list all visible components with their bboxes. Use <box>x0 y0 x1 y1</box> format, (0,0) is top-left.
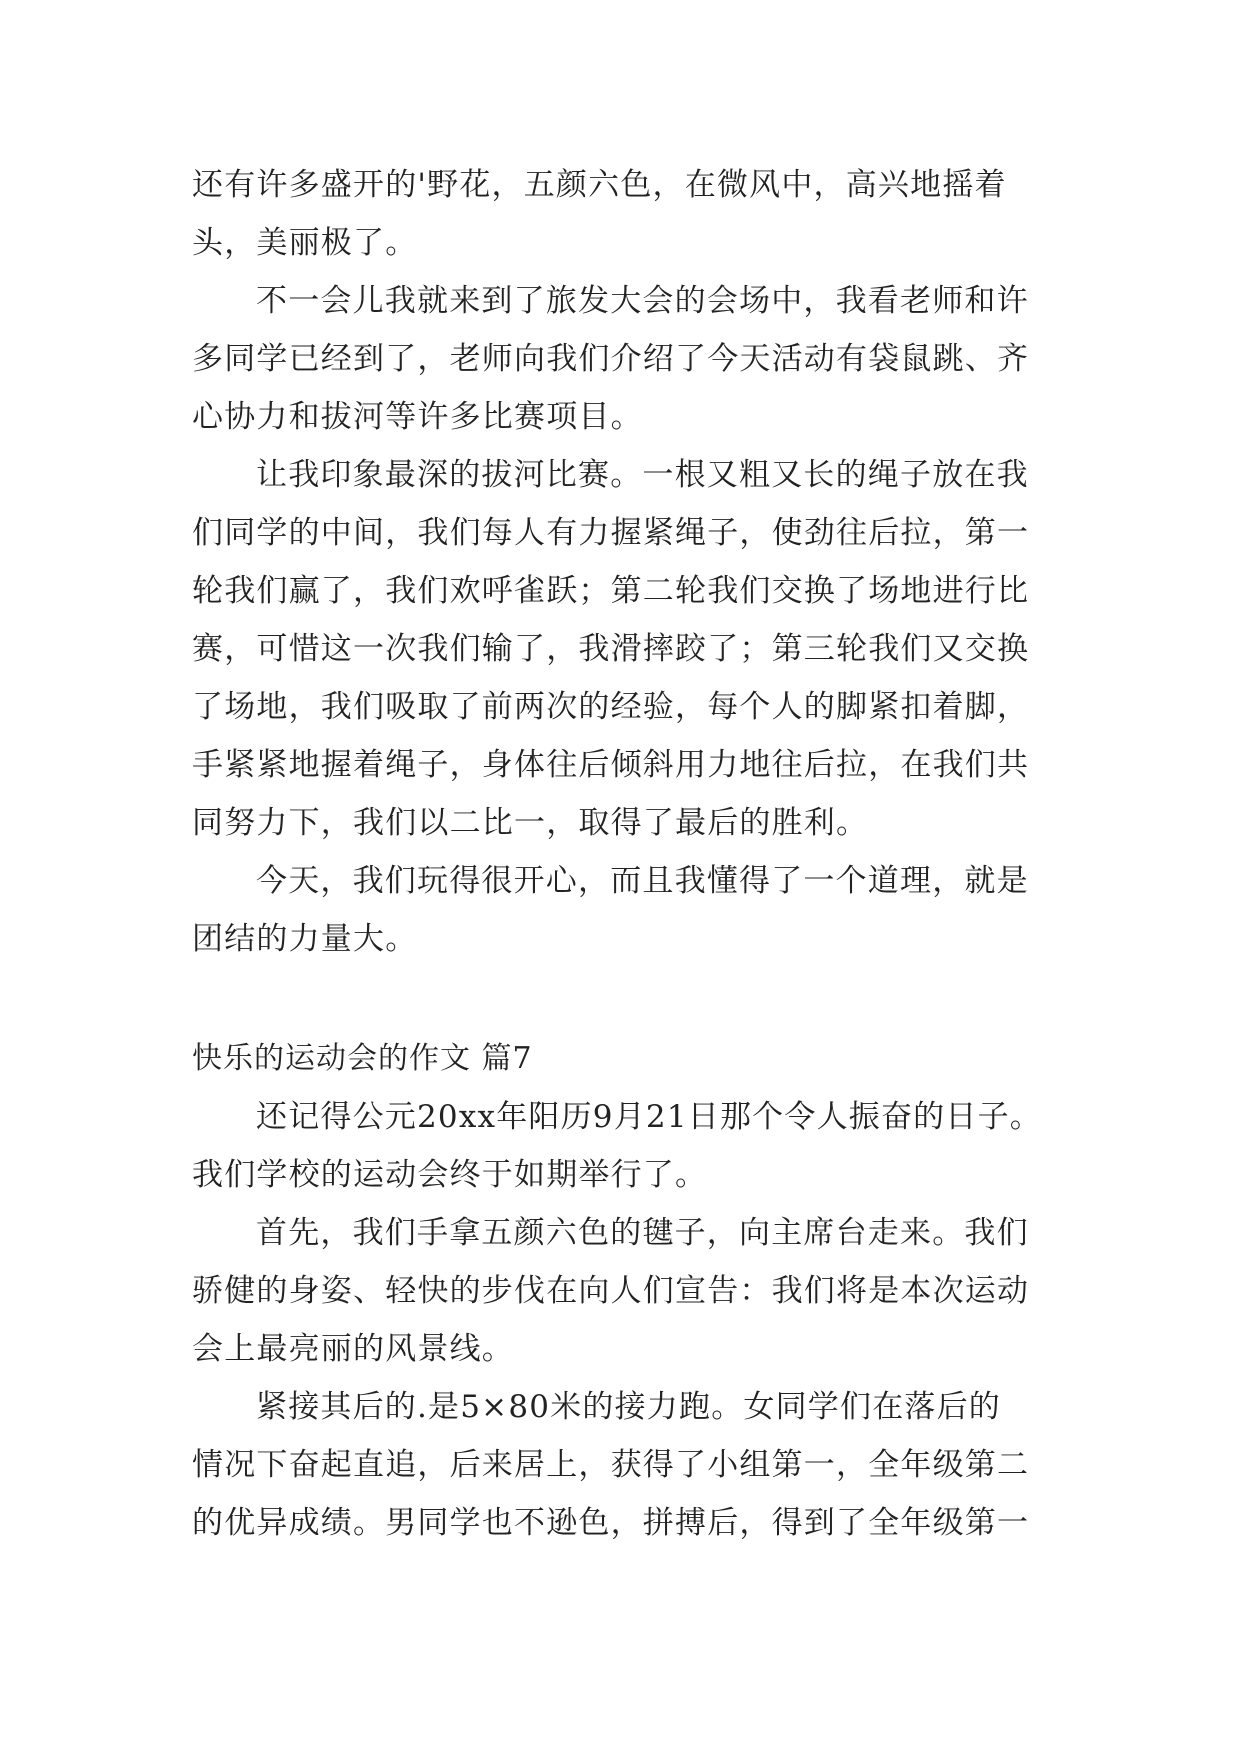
text-line: 头，美丽极了。 <box>192 225 418 261</box>
text-line: 同努力下，我们以二比一，取得了最后的胜利。 <box>192 805 869 841</box>
essay-heading: 快乐的运动会的作文 篇7 <box>192 1041 533 1076</box>
text-line: 了场地，我们吸取了前两次的经验，每个人的脚紧扣着脚， <box>192 689 1030 725</box>
paragraph-arrival <box>192 272 1057 446</box>
text-line: 骄健的身姿、轻快的步伐在向人们宣告：我们将是本次运动 <box>192 1273 1030 1309</box>
paragraph-today <box>192 852 1057 968</box>
text-line: 们同学的中间，我们每人有力握紧绳子，使劲往后拉，第一 <box>192 515 1030 551</box>
text-line: 还记得公元20xx年阳历9月21日那个令人振奋的日子。 <box>256 1099 1042 1135</box>
text-line: 紧接其后的.是5×80米的接力跑。女同学们在落后的 <box>256 1389 1001 1425</box>
text-line: 情况下奋起直追，后来居上，获得了小组第一，全年级第二 <box>192 1447 1030 1483</box>
text-line: 今天，我们玩得很开心，而且我懂得了一个道理，就是 <box>256 863 1029 899</box>
text-line: 会上最亮丽的风景线。 <box>192 1331 514 1367</box>
text-line: 的优异成绩。男同学也不逊色，拼搏后，得到了全年级第一 <box>192 1505 1030 1541</box>
text-line: 赛，可惜这一次我们输了，我滑摔跤了；第三轮我们又交换 <box>192 631 1030 667</box>
text-line: 手紧紧地握着绳子，身体往后倾斜用力地往后拉，在我们共 <box>192 747 1030 783</box>
text-line: 心协力和拔河等许多比赛项目。 <box>192 399 643 435</box>
paragraph-continuation <box>192 156 1057 272</box>
essay-body-upper <box>192 156 1057 968</box>
paragraph-tug-of-war <box>192 446 1057 852</box>
text-line: 首先，我们手拿五颜六色的毽子，向主席台走来。我们 <box>256 1215 1029 1251</box>
text-line: 团结的力量大。 <box>192 921 418 957</box>
essay-body-lower <box>192 1088 1057 1552</box>
text-line: 我们学校的运动会终于如期举行了。 <box>192 1157 708 1193</box>
text-line: 轮我们赢了，我们欢呼雀跃；第二轮我们交换了场地进行比 <box>192 573 1030 609</box>
text-line: 让我印象最深的拔河比赛。一根又粗又长的绳子放在我 <box>256 457 1029 493</box>
paragraph-date <box>192 1088 1057 1204</box>
paragraph-relay <box>192 1378 1057 1552</box>
text-line: 还有许多盛开的'野花，五颜六色，在微风中，高兴地摇着 <box>192 167 1007 203</box>
paragraph-first <box>192 1204 1057 1378</box>
text-line: 多同学已经到了，老师向我们介绍了今天活动有袋鼠跳、齐 <box>192 341 1030 377</box>
text-line: 不一会儿我就来到了旅发大会的会场中，我看老师和许 <box>256 283 1029 319</box>
